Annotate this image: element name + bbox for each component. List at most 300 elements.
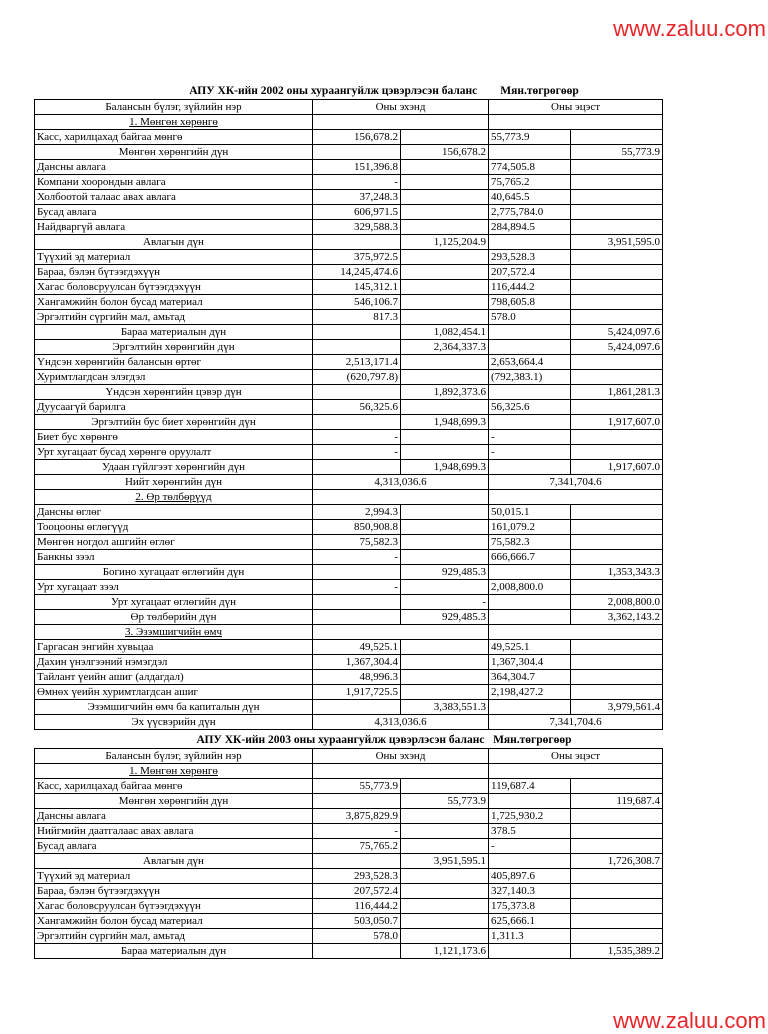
empty-cell [313,595,401,610]
end-value: 40,645.5 [489,190,571,205]
line-item-label: Эргэлтийн сүргийн мал, амьтад [35,310,313,325]
empty-cell [313,794,401,809]
empty-cell [489,145,571,160]
line-item-label: Касс, харилцахад байгаа мөнгө [35,779,313,794]
begin-value: 606,971.5 [313,205,401,220]
empty-cell [401,685,489,700]
empty-cell [571,550,663,565]
line-item-label: Бараа, бэлэн бүтээгдэхүүн [35,884,313,899]
end-value: 798,605.8 [489,295,571,310]
subtotal-label: Богино хугацаат өглөгийн дүн [35,565,313,580]
end-value: 327,140.3 [489,884,571,899]
line-item-label: Бусад авлага [35,839,313,854]
table-row [35,445,663,460]
end-value: 578.0 [489,310,571,325]
end-value: - [489,430,571,445]
end-subtotal: 1,861,281.3 [571,385,663,400]
table-row [35,310,663,325]
begin-value: 850,908.8 [313,520,401,535]
section-heading [35,115,313,130]
end-subtotal: 3,979,561.4 [571,700,663,715]
table-row [35,220,663,235]
end-value: 49,525.1 [489,640,571,655]
end-value: 293,528.3 [489,250,571,265]
line-item-label: Биет бус хөрөнгө [35,430,313,445]
empty-cell [571,824,663,839]
line-item-label: Тайлант үеийн ашиг (алдагдал) [35,670,313,685]
table-row [35,715,663,730]
empty-cell [571,400,663,415]
line-item-label: Урт хугацаат зээл [35,580,313,595]
line-item-label: Хагас боловсруулсан бүтээгдэхүүн [35,280,313,295]
empty-cell [401,250,489,265]
empty-cell [313,625,489,640]
empty-cell [313,385,401,400]
empty-cell [571,310,663,325]
table-row [35,505,663,520]
begin-value: 207,572.4 [313,884,401,899]
empty-cell [401,824,489,839]
table-row [35,869,663,884]
line-item-label: Дансны авлага [35,160,313,175]
end-value: 175,373.8 [489,899,571,914]
grand-total-label: Нийт хөрөнгийн дүн [35,475,313,490]
empty-cell [571,355,663,370]
empty-cell [571,685,663,700]
end-grand-total: 7,341,704.6 [489,475,663,490]
subtotal-label: Авлагын дүн [35,235,313,250]
empty-cell [313,764,489,779]
header-begin: Оны эхэнд [313,100,489,115]
empty-cell [571,160,663,175]
empty-cell [571,370,663,385]
table-row [35,520,663,535]
begin-subtotal: 1,892,373.6 [401,385,489,400]
begin-subtotal: 3,383,551.3 [401,700,489,715]
section-heading [35,490,313,505]
empty-cell [313,854,401,869]
empty-cell [401,220,489,235]
table-row [35,235,663,250]
empty-cell [489,700,571,715]
line-item-label: Тооцооны өглөгүүд [35,520,313,535]
end-value: (792,383.1) [489,370,571,385]
end-subtotal: 3,362,143.2 [571,610,663,625]
line-item-label: Түүхий эд материал [35,869,313,884]
end-value: 1,311.3 [489,929,571,944]
end-value: 2,653,664.4 [489,355,571,370]
subtotal-label: Бараа материалын дүн [35,944,313,959]
empty-cell [489,490,663,505]
table-row [35,355,663,370]
subtotal-label: Эргэлтийн бус биет хөрөнгийн дүн [35,415,313,430]
empty-cell [401,445,489,460]
begin-value: 2,513,171.4 [313,355,401,370]
subtotal-label: Мөнгөн хөрөнгийн дүн [35,794,313,809]
line-item-label: Нийгмийн даатгалаас авах авлага [35,824,313,839]
line-item-label: Дуусаагүй барилга [35,400,313,415]
line-item-label: Хангамжийн болон бусад материал [35,914,313,929]
begin-subtotal: 55,773.9 [401,794,489,809]
table-row [35,854,663,869]
subtotal-label: Авлагын дүн [35,854,313,869]
empty-cell [313,325,401,340]
begin-subtotal: 1,082,454.1 [401,325,489,340]
line-item-label: Хангамжийн болон бусад материал [35,295,313,310]
empty-cell [313,235,401,250]
table-row [35,280,663,295]
empty-cell [571,914,663,929]
table1-title: АПУ ХК-ийн 2002 оны хураангуйлж цэвэрлэсэн баланс Мян.төгрөгөөр [189,85,579,97]
begin-grand-total: 4,313,036.6 [313,715,489,730]
table-row [35,944,663,959]
begin-value: - [313,175,401,190]
empty-cell [401,809,489,824]
empty-cell [571,809,663,824]
empty-cell [489,794,571,809]
table-row [35,535,663,550]
end-value: 75,765.2 [489,175,571,190]
empty-cell [401,130,489,145]
empty-cell [401,869,489,884]
end-subtotal: 1,353,343.3 [571,565,663,580]
empty-cell [401,640,489,655]
grand-total-label: Эх үүсвэрийн дүн [35,715,313,730]
end-value: 364,304.7 [489,670,571,685]
begin-value: 75,582.3 [313,535,401,550]
empty-cell [571,280,663,295]
table-row [35,625,663,640]
line-item-label: Эргэлтийн сүргийн мал, амьтад [35,929,313,944]
end-value: 284,894.5 [489,220,571,235]
empty-cell [401,914,489,929]
empty-cell [489,565,571,580]
table-row [35,130,663,145]
line-item-label: Гаргасан энгийн хувьцаа [35,640,313,655]
begin-value: 145,312.1 [313,280,401,295]
watermark-bottom: www.zaluu.com [613,1008,766,1033]
table-row [35,415,663,430]
begin-value: 75,765.2 [313,839,401,854]
empty-cell [401,929,489,944]
end-subtotal: 2,008,800.0 [571,595,663,610]
empty-cell [571,220,663,235]
empty-cell [401,899,489,914]
subtotal-label: Эзэмшигчийн өмч ба капиталын дүн [35,700,313,715]
empty-cell [401,370,489,385]
begin-value: 116,444.2 [313,899,401,914]
line-item-label: Холбоотой талаас авах авлага [35,190,313,205]
table-row [35,265,663,280]
end-value: 405,897.6 [489,869,571,884]
table-row [35,794,663,809]
empty-cell [571,295,663,310]
begin-value: 156,678.2 [313,130,401,145]
line-item-label: Дансны өглөг [35,505,313,520]
empty-cell [489,325,571,340]
empty-cell [489,415,571,430]
table-row [35,700,663,715]
end-value: 666,666.7 [489,550,571,565]
begin-value: 1,917,725.5 [313,685,401,700]
begin-value: 48,996.3 [313,670,401,685]
table-row [35,325,663,340]
line-item-label: Компани хоорондын авлага [35,175,313,190]
empty-cell [571,869,663,884]
table-row [35,610,663,625]
line-item-label: Хагас боловсруулсан бүтээгдэхүүн [35,899,313,914]
subtotal-label: Мөнгөн хөрөнгийн дүн [35,145,313,160]
table-row [35,550,663,565]
empty-cell [571,430,663,445]
empty-cell [571,445,663,460]
table-row [35,250,663,265]
subtotal-label: Эргэлтийн хөрөнгийн дүн [35,340,313,355]
table-row [35,914,663,929]
table-row [35,490,663,505]
table-row [35,430,663,445]
line-item-label: Банкны зээл [35,550,313,565]
empty-cell [489,625,663,640]
empty-cell [401,550,489,565]
begin-value: 3,875,829.9 [313,809,401,824]
empty-cell [489,610,571,625]
empty-cell [401,175,489,190]
header-row [35,100,663,115]
table-row [35,340,663,355]
empty-cell [489,944,571,959]
table-row [35,145,663,160]
begin-subtotal: 929,485.3 [401,565,489,580]
end-grand-total: 7,341,704.6 [489,715,663,730]
end-value: 56,325.6 [489,400,571,415]
empty-cell [571,655,663,670]
empty-cell [401,295,489,310]
begin-value: 2,994.3 [313,505,401,520]
begin-value: 37,248.3 [313,190,401,205]
header-end: Оны эцэст [489,749,663,764]
line-item-label: Касс, харилцахад байгаа мөнгө [35,130,313,145]
table-row [35,370,663,385]
empty-cell [401,355,489,370]
table-row [35,475,663,490]
empty-cell [571,190,663,205]
end-value: 774,505.8 [489,160,571,175]
empty-cell [489,385,571,400]
empty-cell [313,340,401,355]
table-row [35,295,663,310]
begin-value: (620,797.8) [313,370,401,385]
line-item-label: Бусад авлага [35,205,313,220]
empty-cell [401,779,489,794]
empty-cell [313,145,401,160]
empty-cell [313,565,401,580]
empty-cell [401,884,489,899]
table-row [35,685,663,700]
section-heading-text: 2. Өр төлбөрүүд [135,491,212,503]
table2-title: АПУ ХК-ийн 2003 оны хураангуйлж цэвэрлэсэн баланс Мян.төгрөгөөр [196,734,572,746]
empty-cell [571,535,663,550]
end-subtotal: 1,726,308.7 [571,854,663,869]
begin-subtotal: 3,951,595.1 [401,854,489,869]
begin-subtotal: 1,948,699.3 [401,460,489,475]
empty-cell [401,430,489,445]
empty-cell [489,460,571,475]
begin-value: - [313,445,401,460]
begin-value: 375,972.5 [313,250,401,265]
table-row [35,580,663,595]
end-subtotal: 5,424,097.6 [571,325,663,340]
begin-value: 503,050.7 [313,914,401,929]
header-row [35,749,663,764]
table-row [35,655,663,670]
begin-value: - [313,824,401,839]
begin-value: 55,773.9 [313,779,401,794]
table-row [35,899,663,914]
end-subtotal: 5,424,097.6 [571,340,663,355]
section-heading-text: 3. Эзэмшигчийн өмч [125,626,222,638]
subtotal-label: Бараа материалын дүн [35,325,313,340]
end-value: 55,773.9 [489,130,571,145]
begin-subtotal: 1,948,699.3 [401,415,489,430]
empty-cell [313,460,401,475]
empty-cell [571,505,663,520]
begin-value: 817.3 [313,310,401,325]
balance-table-2002 [34,99,663,730]
empty-cell [313,944,401,959]
begin-value: - [313,550,401,565]
table-row [35,670,663,685]
table-row [35,640,663,655]
line-item-label: Түүхий эд материал [35,250,313,265]
line-item-label: Урт хугацаат бусад хөрөнгө оруулалт [35,445,313,460]
end-value: 207,572.4 [489,265,571,280]
end-value: - [489,445,571,460]
end-subtotal: 55,773.9 [571,145,663,160]
empty-cell [401,400,489,415]
table-row [35,565,663,580]
begin-grand-total: 4,313,036.6 [313,475,489,490]
end-value: 116,444.2 [489,280,571,295]
table-row [35,175,663,190]
end-subtotal: 3,951,595.0 [571,235,663,250]
table-row [35,809,663,824]
empty-cell [571,670,663,685]
begin-value: - [313,580,401,595]
table-row [35,400,663,415]
line-item-label: Хуримтлагдсан элэгдэл [35,370,313,385]
table-row [35,929,663,944]
empty-cell [571,265,663,280]
end-value: 1,725,930.2 [489,809,571,824]
begin-value: - [313,430,401,445]
begin-value: 578.0 [313,929,401,944]
empty-cell [401,670,489,685]
end-value: 75,582.3 [489,535,571,550]
balance-table-2003 [34,748,663,959]
empty-cell [571,520,663,535]
empty-cell [313,610,401,625]
empty-cell [401,310,489,325]
begin-subtotal: 156,678.2 [401,145,489,160]
subtotal-label: Өр төлбөрийн дүн [35,610,313,625]
empty-cell [571,839,663,854]
empty-cell [571,779,663,794]
empty-cell [401,839,489,854]
end-value: 625,666.1 [489,914,571,929]
end-subtotal: 1,917,607.0 [571,415,663,430]
table-row [35,190,663,205]
section-heading-text: 1. Мөнгөн хөрөнгө [129,765,218,777]
end-value: 378.5 [489,824,571,839]
empty-cell [489,854,571,869]
end-subtotal: 1,535,389.2 [571,944,663,959]
empty-cell [571,130,663,145]
end-value: - [489,839,571,854]
empty-cell [401,520,489,535]
empty-cell [489,235,571,250]
empty-cell [489,595,571,610]
begin-subtotal: 929,485.3 [401,610,489,625]
end-value: 2,198,427.2 [489,685,571,700]
empty-cell [489,764,663,779]
empty-cell [401,280,489,295]
table-row [35,884,663,899]
table-row [35,839,663,854]
empty-cell [571,175,663,190]
empty-cell [313,490,489,505]
empty-cell [401,190,489,205]
begin-value: 546,106.7 [313,295,401,310]
line-item-label: Мөнгөн ногдол ашгийн өглөг [35,535,313,550]
section-heading [35,764,313,779]
line-item-label: Өмнөх үеийн хуримтлагдсан ашиг [35,685,313,700]
empty-cell [313,115,489,130]
line-item-label: Найдваргүй авлага [35,220,313,235]
table-row [35,160,663,175]
empty-cell [401,535,489,550]
begin-subtotal: 2,364,337.3 [401,340,489,355]
empty-cell [571,205,663,220]
table-row [35,779,663,794]
line-item-label: Дансны авлага [35,809,313,824]
begin-value: 14,245,474.6 [313,265,401,280]
table-row [35,460,663,475]
header-end: Оны эцэст [489,100,663,115]
subtotal-label: Урт хугацаат өглөгийн дүн [35,595,313,610]
section-heading [35,625,313,640]
line-item-label: Үндсэн хөрөнгийн балансын өртөг [35,355,313,370]
empty-cell [571,884,663,899]
empty-cell [401,655,489,670]
end-subtotal: 119,687.4 [571,794,663,809]
begin-subtotal: - [401,595,489,610]
table-row [35,595,663,610]
begin-value: 49,525.1 [313,640,401,655]
empty-cell [489,340,571,355]
end-value: 2,008,800.0 [489,580,571,595]
section-heading-text: 1. Мөнгөн хөрөнгө [129,116,218,128]
empty-cell [571,580,663,595]
table-row [35,764,663,779]
empty-cell [571,640,663,655]
empty-cell [401,160,489,175]
begin-subtotal: 1,125,204.9 [401,235,489,250]
header-item-name: Балансын бүлэг, зүйлийн нэр [35,100,313,115]
end-subtotal: 1,917,607.0 [571,460,663,475]
table-row [35,115,663,130]
subtotal-label: Удаан гүйлгээт хөрөнгийн дүн [35,460,313,475]
